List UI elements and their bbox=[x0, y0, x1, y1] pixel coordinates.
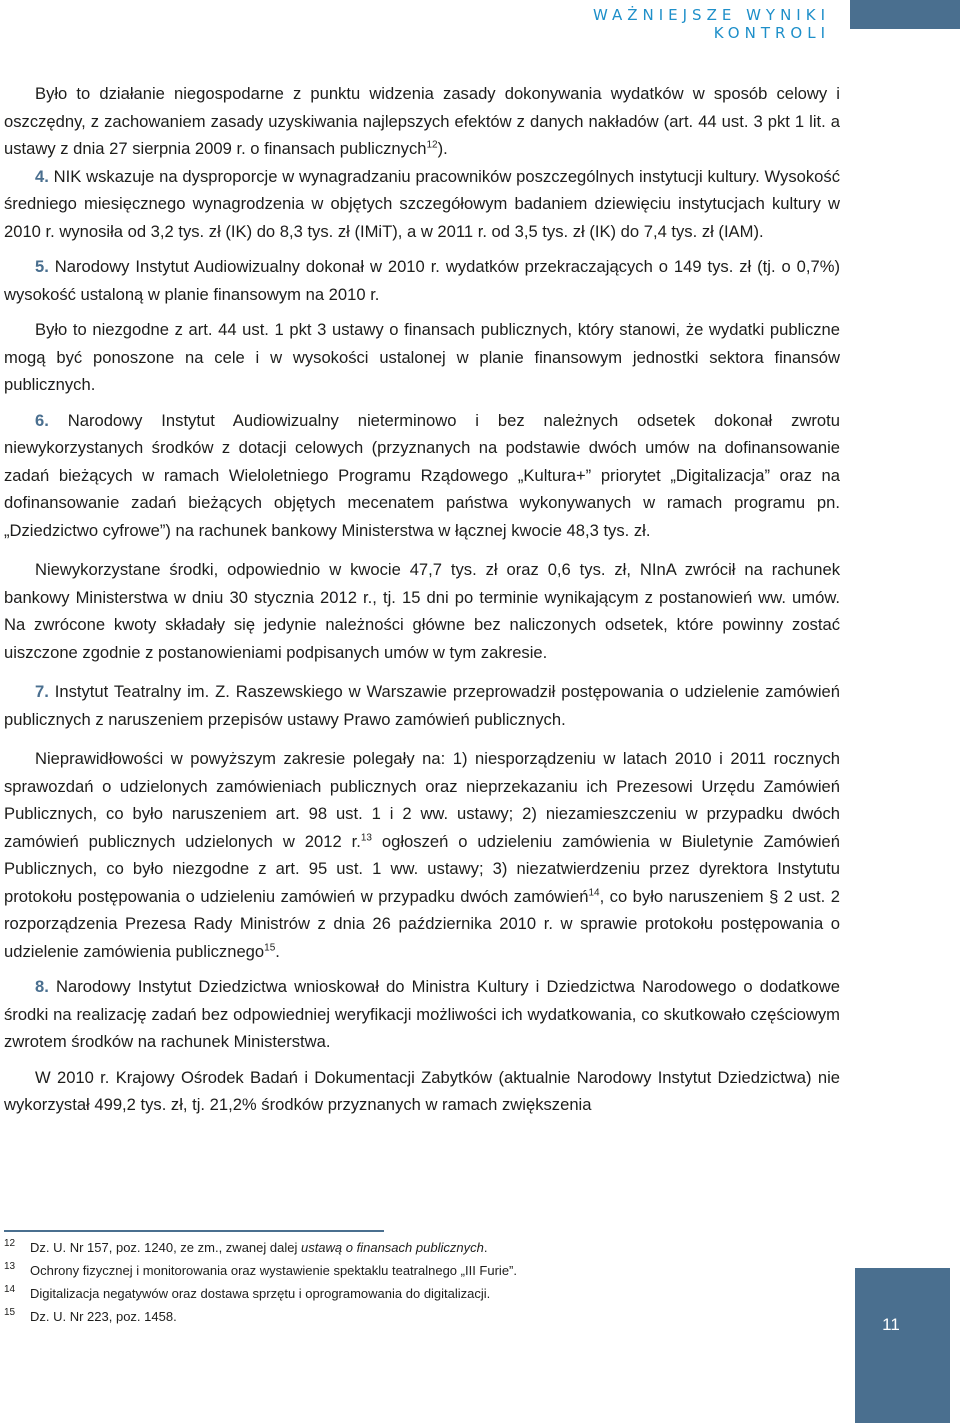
footnote-ref-14[interactable]: 14 bbox=[588, 886, 600, 898]
item-number-6: 6. bbox=[35, 410, 49, 430]
paragraph-5: 5. Narodowy Instytut Audiowizualny dokonał w 2010 r. wydatków przekraczających o 149 tys. zł (tj. o 0,7%) wysokość ustaloną w planie finansowym na 2010 r. bbox=[4, 257, 840, 304]
paragraph-7: 7. Instytut Teatralny im. Z. Raszewskiego w Warszawie przeprowadził postępowania o udzielenie zamówień publicznych z naruszeniem przepisów ustawy Prawo zamówień publicznych. bbox=[4, 682, 840, 729]
footnote-ref-13[interactable]: 13 bbox=[360, 831, 372, 843]
item-number-7: 7. bbox=[35, 682, 49, 701]
header-color-tab bbox=[850, 0, 960, 29]
footnote-15 bbox=[4, 1305, 824, 1328]
paragraph-8-continued: W 2010 r. Krajowy Ośrodek Badań i Dokumentacji Zabytków (aktualnie Narodowy Instytut Dziedzictwa) nie wykorzystał 499,2 tys. zł, tj. 21,2% środków przyznanych w ramach zwiększenia bbox=[4, 1067, 840, 1114]
footnote-number: 13 bbox=[4, 1261, 16, 1272]
footnote-ref-15[interactable]: 15 bbox=[264, 941, 276, 953]
footnote-14 bbox=[4, 1282, 824, 1305]
paragraph-5-continued: Było to niezgodne z art. 44 ust. 1 pkt 3 ustawy o finansach publicznych, który stanowi, że wydatki publiczne mogą być ponoszone na cele i w wysokości ustalonej w planie finansowym jednostki sektora finansów publicznych. bbox=[4, 320, 840, 394]
footnote-number: 14 bbox=[4, 1284, 16, 1295]
footnote-text: Dz. U. Nr 223, poz. 1458. bbox=[30, 1309, 177, 1324]
paragraph-8: 8. Narodowy Instytut Dziedzictwa wnioskował do Ministra Kultury i Dziedzictwa Narodowego o dodatkowe środki na realizację zadań bez odpowiedniej weryfikacji możliwości ich wydatkowania, co skutkowało częściowym zwrotem środków na rachunek Ministerstwa. bbox=[4, 977, 840, 1051]
footnote-number: 12 bbox=[4, 1238, 16, 1249]
paragraph-1: Było to działanie niegospodarne z punktu widzenia zasady dokonywania wydatków w sposób celowy i oszczędny, z zachowaniem zasady uzyskiwania najlepszych efektów z danych nakładów (art. 44 ust. 3 pkt 1 lit. a ustawy z dnia 27 sierpnia 2009 r. o finansach publicznych$^{12}$). bbox=[4, 84, 840, 158]
footnote-text: Ochrony fizycznej i monitorowania oraz wystawienie spektaklu teatralnego „III Furie”. bbox=[30, 1263, 517, 1278]
item-number-5: 5. bbox=[35, 257, 49, 276]
footnote-12 bbox=[4, 1236, 824, 1259]
paragraph-7-continued: Nieprawidłowości w powyższym zakresie polegały na: 1) niesporządzeniu w latach 2010 i 2011 rocznych sprawozdań o udzielonych zamówieniach publicznych oraz nieprzekazaniu ich Prezesowi Urzędu Zamówień Publicznych, co było naruszeniem art. 98 ust. 1 i 2 ww. ustawy; 2) niezamieszczeniu w przypadku dwóch zamówień publicznych udzielonych w 2012 r.$^{13}$ ogłoszeń o udzieleniu zamówienia w Biuletynie Zamówień Publicznych, co było niezgodne z art. 95 ust. 1 ww. ustawy; 3) niezatwierdzeniu przez dyrektora Instytutu protokołu postępowania o udzieleniu zamówień w przypadku dwóch zamówień$^{14}$, co było naruszeniem § 2 ust. 2 rozporządzenia Prezesa Rady Ministrów z dnia 26 października 2010 r. w sprawie protokołu postępowania o udzielenie zamówienia publicznego$^{15}$. bbox=[4, 749, 840, 961]
footnotes bbox=[4, 1236, 824, 1328]
paragraph-6-continued: Niewykorzystane środki, odpowiednio w kwocie 47,7 tys. zł oraz 0,6 tys. zł, NInA zwrócił na rachunek bankowy Ministerstwa w dniu 30 stycznia 2012 r., tj. 15 dni po terminie wynikającym z postanowień ww. umów. Na zwrócone kwoty składały się jedynie należności główne bez naliczonych odsetek, które powinny zostać uiszczone zgodnie z postanowieniami podpisanych umów w tym zakresie. bbox=[4, 560, 840, 662]
paragraph-6: 6. Narodowy Instytut Audiowizualny nieterminowo i bez należnych odsetek dokonał zwrotu niewykorzystanych środków z dotacji celowych (przyznanych na podstawie dwóch umów na dofinansowanie zadań bieżących w ramach Wieloletniego Programu Rządowego „Kultura+” priorytet „Digitalizacja” oraz na dofinansowanie zadań bieżących objętych mecenatem państwa wykonywanych w ramach programu pn. „Dziedzictwo cyfrowe”) na rachunek bankowy Ministerstwa w łącznej kwocie 48,3 tys. zł. bbox=[4, 410, 840, 540]
footnote-13 bbox=[4, 1259, 824, 1282]
footnote-text: Dz. U. Nr 157, poz. 1240, ze zm., zwanej dalej ustawą o finansach publicznych. bbox=[30, 1240, 488, 1255]
page-number-box bbox=[855, 1268, 950, 1423]
page-number: 11 bbox=[882, 1315, 900, 1334]
running-header-title: WAŻNIEJSZE WYNIKI KONTROLI bbox=[592, 6, 830, 42]
footnote-ref-12[interactable]: 12 bbox=[426, 139, 438, 151]
item-number-8: 8. bbox=[35, 977, 49, 996]
item-number-4: 4. bbox=[35, 166, 49, 186]
paragraph-4: 4. NIK wskazuje na dysproporcje w wynagradzaniu pracowników poszczególnych instytucji kultury. Wysokość średniego miesięcznego wynagrodzenia w objętych szczegółowym badaniem dziewięciu instytucjach kultury w 2010 r. wynosiła od 3,2 tys. zł (IK) do 8,3 tys. zł (IMiT), a w 2011 r. od 3,5 tys. zł (IK) do 7,4 tys. zł (IAM). bbox=[4, 166, 840, 241]
footnote-text: Digitalizacja negatywów oraz dostawa sprzętu i oprogramowania do digitalizacji. bbox=[30, 1286, 491, 1301]
main-text bbox=[4, 80, 840, 1119]
footnote-divider bbox=[4, 1230, 384, 1232]
footnote-number: 15 bbox=[4, 1307, 16, 1318]
